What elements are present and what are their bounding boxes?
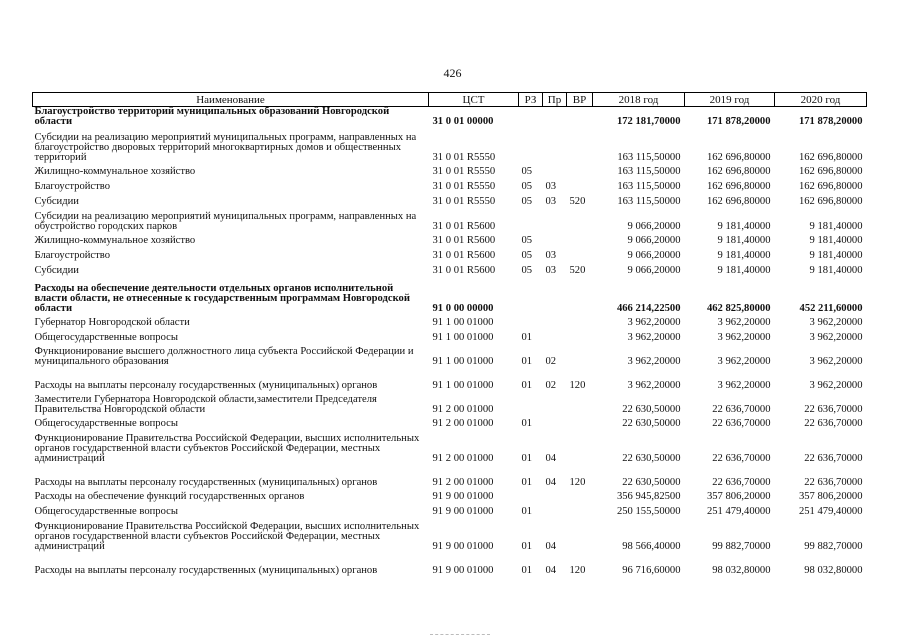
cell-rz: 01: [521, 331, 533, 343]
cell-2018: 3 962,20000: [627, 355, 681, 367]
cell-cst: 31 0 01 R5600: [432, 220, 496, 232]
cell-name: Функционирование высшего должностного лица субъекта Российской Федерации и муниципального образования: [34, 346, 414, 367]
cell-2018: 96 716,60000: [622, 564, 681, 576]
cell-name: Благоустройство территорий муниципальных образований Новгородской области: [34, 106, 390, 127]
cell-pr: 04: [545, 452, 557, 464]
table-row: [33, 551, 867, 575]
cell-name: Расходы на обеспечение функций государственных органов: [34, 490, 305, 502]
cell-rz: [519, 487, 543, 501]
col-header-pr: Пр: [543, 93, 567, 107]
cell-2018: 98 566,40000: [622, 540, 681, 552]
cell-cst: 31 0 01 00000: [432, 115, 494, 127]
cell-2018: 3 962,20000: [627, 331, 681, 343]
cell-2018: 9 066,20000: [627, 264, 681, 276]
cell-vr: [567, 390, 593, 414]
cell-pr: [543, 162, 567, 176]
col-header-vr: ВР: [567, 93, 593, 107]
cell-2018: 3 962,20000: [627, 316, 681, 328]
cell-2018: 163 115,50000: [617, 165, 681, 177]
cell-cst: 91 1 00 01000: [432, 355, 494, 367]
table-body: [33, 107, 867, 576]
cell-2019: 162 696,80000: [706, 195, 771, 207]
cell-rz: [519, 390, 543, 414]
col-header-cst: ЦСТ: [429, 93, 519, 107]
cell-name: Губернатор Новгородской области: [34, 316, 190, 328]
cell-name: Расходы на обеспечение деятельности отдельных органов исполнительной власти области, не отнесенные к государственным программам Новгородской области: [34, 283, 410, 314]
cell-pr: 04: [545, 540, 557, 552]
cell-name: Субсидии на реализацию мероприятий муниципальных программ, направленных на обустройство городских парков: [34, 211, 417, 232]
cell-cst: 91 9 00 01000: [432, 490, 494, 502]
cell-2020: 98 032,80000: [804, 564, 863, 576]
cell-2019: 162 696,80000: [706, 151, 771, 163]
cell-cst: 91 1 00 01000: [432, 331, 494, 343]
cell-2020: 3 962,20000: [809, 331, 863, 343]
cell-pr: [543, 275, 567, 313]
table-row: [33, 313, 867, 327]
cell-2020: 22 636,70000: [804, 417, 863, 429]
cell-2019: 9 181,40000: [717, 249, 771, 261]
table-row: [33, 428, 867, 463]
cell-2020: 3 962,20000: [809, 316, 863, 328]
cell-rz: 01: [521, 452, 533, 464]
cell-2018: 163 115,50000: [617, 151, 681, 163]
cell-cst: 91 1 00 01000: [432, 316, 494, 328]
table-row: [33, 260, 867, 275]
cell-2018: 163 115,50000: [617, 180, 681, 192]
cell-2019: 162 696,80000: [706, 165, 771, 177]
cell-name: Расходы на выплаты персоналу государственных (муниципальных) органов: [34, 564, 378, 576]
table-row: [33, 275, 867, 313]
table-row: [33, 501, 867, 516]
cell-2018: 250 155,50000: [616, 505, 681, 517]
cell-rz: 05: [521, 165, 533, 177]
cell-pr: 03: [545, 195, 557, 207]
cell-vr: 120: [569, 476, 586, 488]
cell-2018: 9 066,20000: [627, 220, 681, 232]
cell-cst: 31 0 01 R5550: [432, 195, 496, 207]
cell-name: Жилищно-коммунальное хозяйство: [34, 234, 196, 246]
cell-2019: 98 032,80000: [712, 564, 771, 576]
cell-2018: 466 214,22500: [616, 302, 681, 314]
cell-2020: 9 181,40000: [809, 220, 863, 232]
col-header-2019: 2019 год: [685, 93, 775, 107]
cell-name: Расходы на выплаты персоналу государственных (муниципальных) органов: [34, 379, 378, 391]
cell-2018: 356 945,82500: [616, 490, 681, 502]
cell-name: Общегосударственные вопросы: [34, 505, 178, 517]
cell-pr: 03: [545, 264, 557, 276]
cell-2018: 22 630,50000: [622, 417, 681, 429]
cell-cst: 91 2 00 01000: [432, 403, 494, 415]
cell-2019: 3 962,20000: [717, 355, 771, 367]
cell-rz: 01: [521, 417, 533, 429]
cell-2020: 452 211,60000: [799, 302, 863, 314]
cell-vr: [567, 275, 593, 313]
cell-2020: 3 962,20000: [809, 355, 863, 367]
cell-2018: 172 181,70000: [616, 115, 681, 127]
cell-name: Расходы на выплаты персоналу государственных (муниципальных) органов: [34, 476, 378, 488]
cell-2020: 99 882,70000: [804, 540, 863, 552]
cell-pr: [543, 126, 567, 162]
cell-2020: 9 181,40000: [809, 249, 863, 261]
cell-pr: 04: [545, 564, 557, 576]
table-row: [33, 414, 867, 428]
cell-vr: [567, 516, 593, 551]
cell-2019: 357 806,20000: [706, 490, 771, 502]
cell-2019: 99 882,70000: [712, 540, 771, 552]
cell-cst: 31 0 01 R5550: [432, 180, 496, 192]
table-row: [33, 487, 867, 501]
cell-pr: [543, 107, 567, 127]
cell-name: Субсидии: [34, 264, 79, 276]
table-header-row: [33, 93, 867, 107]
cell-2019: 22 636,70000: [712, 452, 771, 464]
cell-name: Благоустройство: [34, 180, 110, 192]
table-row: [33, 176, 867, 191]
cell-name: Субсидии: [34, 195, 79, 207]
cell-name: Общегосударственные вопросы: [34, 417, 178, 429]
cell-2020: 162 696,80000: [798, 180, 863, 192]
cell-2020: 9 181,40000: [809, 264, 863, 276]
cell-vr: [567, 176, 593, 191]
cell-2019: 162 696,80000: [706, 180, 771, 192]
cell-pr: 02: [545, 355, 557, 367]
cell-name: Функционирование Правительства Российской Федерации, высших исполнительных органов государственной власти субъектов Российской Федерации, местных администраций: [34, 521, 420, 552]
table-row: [33, 126, 867, 162]
cell-2018: 163 115,50000: [617, 195, 681, 207]
table-row: [33, 463, 867, 487]
col-header-2020: 2020 год: [775, 93, 867, 107]
cell-2018: 22 630,50000: [622, 403, 681, 415]
table-row: [33, 107, 867, 127]
cell-rz: 05: [521, 234, 533, 246]
cell-vr: 520: [569, 195, 586, 207]
cell-pr: [543, 390, 567, 414]
cell-vr: [567, 126, 593, 162]
table-row: [33, 366, 867, 390]
cell-rz: 01: [521, 379, 533, 391]
cell-rz: [519, 313, 543, 327]
cell-rz: [519, 275, 543, 313]
cell-cst: 31 0 01 R5600: [432, 234, 496, 246]
cell-vr: [567, 245, 593, 260]
cell-2019: 3 962,20000: [717, 316, 771, 328]
cell-cst: 31 0 01 R5600: [432, 264, 496, 276]
cell-2019: 171 878,20000: [706, 115, 771, 127]
cell-cst: 91 9 00 01000: [432, 540, 494, 552]
cell-vr: 120: [569, 379, 586, 391]
cell-rz: 05: [521, 249, 533, 261]
cell-vr: [567, 414, 593, 428]
cell-rz: 01: [521, 476, 533, 488]
table-row: [33, 231, 867, 245]
cell-cst: 91 9 00 01000: [432, 564, 494, 576]
cell-2019: 22 636,70000: [712, 403, 771, 415]
cell-2020: 162 696,80000: [798, 165, 863, 177]
cell-vr: [567, 501, 593, 516]
cell-cst: 91 2 00 01000: [432, 476, 494, 488]
cell-name: Субсидии на реализацию мероприятий муниципальных программ, направленных на благоустройство дворовых территорий многоквартирных домов и общественных территорий: [34, 132, 417, 163]
cell-2019: 3 962,20000: [717, 331, 771, 343]
cell-2020: 22 636,70000: [804, 452, 863, 464]
cell-2018: 9 066,20000: [627, 234, 681, 246]
cell-2020: 171 878,20000: [798, 115, 863, 127]
cell-cst: 91 0 00 00000: [432, 302, 494, 314]
cell-vr: [567, 107, 593, 127]
cell-vr: [567, 162, 593, 176]
cell-name: Функционирование Правительства Российской Федерации, высших исполнительных органов государственной власти субъектов Российской Федерации, местных администраций: [34, 433, 420, 464]
cell-name: Благоустройство: [34, 249, 110, 261]
cell-pr: [543, 206, 567, 231]
cell-2019: 22 636,70000: [712, 417, 771, 429]
table-row: [33, 162, 867, 176]
table-row: [33, 390, 867, 414]
page-edge-mark: [430, 634, 490, 636]
cell-2018: 9 066,20000: [627, 249, 681, 261]
table-row: [33, 206, 867, 231]
col-header-rz: РЗ: [519, 93, 543, 107]
cell-pr: 03: [545, 180, 557, 192]
cell-name: Заместители Губернатора Новгородской области,заместители Председателя Правительства Новгородской области: [34, 394, 377, 415]
cell-2018: 22 630,50000: [622, 476, 681, 488]
cell-2020: 9 181,40000: [809, 234, 863, 246]
cell-vr: [567, 231, 593, 245]
cell-pr: [543, 487, 567, 501]
cell-rz: [519, 107, 543, 127]
cell-2020: 22 636,70000: [804, 403, 863, 415]
cell-2019: 3 962,20000: [717, 379, 771, 391]
cell-pr: [543, 414, 567, 428]
cell-2018: 22 630,50000: [622, 452, 681, 464]
table-row: [33, 327, 867, 342]
table-row: [33, 342, 867, 366]
cell-vr: [567, 342, 593, 366]
cell-vr: [567, 428, 593, 463]
cell-rz: 05: [521, 195, 533, 207]
cell-pr: 03: [545, 249, 557, 261]
cell-pr: [543, 313, 567, 327]
cell-2018: 3 962,20000: [627, 379, 681, 391]
table-row: [33, 516, 867, 551]
cell-2020: 162 696,80000: [798, 151, 863, 163]
cell-2020: 162 696,80000: [798, 195, 863, 207]
cell-rz: 01: [521, 505, 533, 517]
cell-rz: [519, 126, 543, 162]
cell-cst: 31 0 01 R5550: [432, 165, 496, 177]
cell-pr: 02: [545, 379, 557, 391]
cell-2019: 462 825,80000: [706, 302, 771, 314]
cell-rz: [519, 206, 543, 231]
cell-vr: [567, 313, 593, 327]
cell-vr: [567, 487, 593, 501]
cell-cst: 31 0 01 R5550: [432, 151, 496, 163]
cell-rz: 01: [521, 540, 533, 552]
cell-pr: 04: [545, 476, 557, 488]
cell-rz: 01: [521, 355, 533, 367]
cell-2019: 9 181,40000: [717, 234, 771, 246]
cell-2019: 251 479,40000: [706, 505, 771, 517]
col-header-name: Наименование: [33, 93, 429, 107]
cell-pr: [543, 231, 567, 245]
cell-vr: 520: [569, 264, 586, 276]
col-header-2018: 2018 год: [593, 93, 685, 107]
cell-cst: 91 2 00 01000: [432, 452, 494, 464]
cell-rz: 05: [521, 264, 533, 276]
cell-vr: [567, 206, 593, 231]
cell-cst: 91 2 00 01000: [432, 417, 494, 429]
cell-cst: 91 9 00 01000: [432, 505, 494, 517]
cell-pr: [543, 501, 567, 516]
cell-cst: 91 1 00 01000: [432, 379, 494, 391]
cell-2019: 9 181,40000: [717, 264, 771, 276]
table-row: [33, 191, 867, 206]
cell-pr: [543, 327, 567, 342]
table-row: [33, 245, 867, 260]
cell-2019: 9 181,40000: [717, 220, 771, 232]
cell-cst: 31 0 01 R5600: [432, 249, 496, 261]
cell-rz: 05: [521, 180, 533, 192]
cell-name: Жилищно-коммунальное хозяйство: [34, 165, 196, 177]
cell-2020: 357 806,20000: [798, 490, 863, 502]
page-number: 426: [443, 66, 462, 80]
cell-rz: 01: [521, 564, 533, 576]
cell-2020: 3 962,20000: [809, 379, 863, 391]
cell-name: Общегосударственные вопросы: [34, 331, 178, 343]
cell-vr: [567, 327, 593, 342]
cell-2019: 22 636,70000: [712, 476, 771, 488]
cell-2020: 251 479,40000: [798, 505, 863, 517]
cell-2020: 22 636,70000: [804, 476, 863, 488]
cell-vr: 120: [569, 564, 586, 576]
budget-table: [32, 92, 867, 575]
